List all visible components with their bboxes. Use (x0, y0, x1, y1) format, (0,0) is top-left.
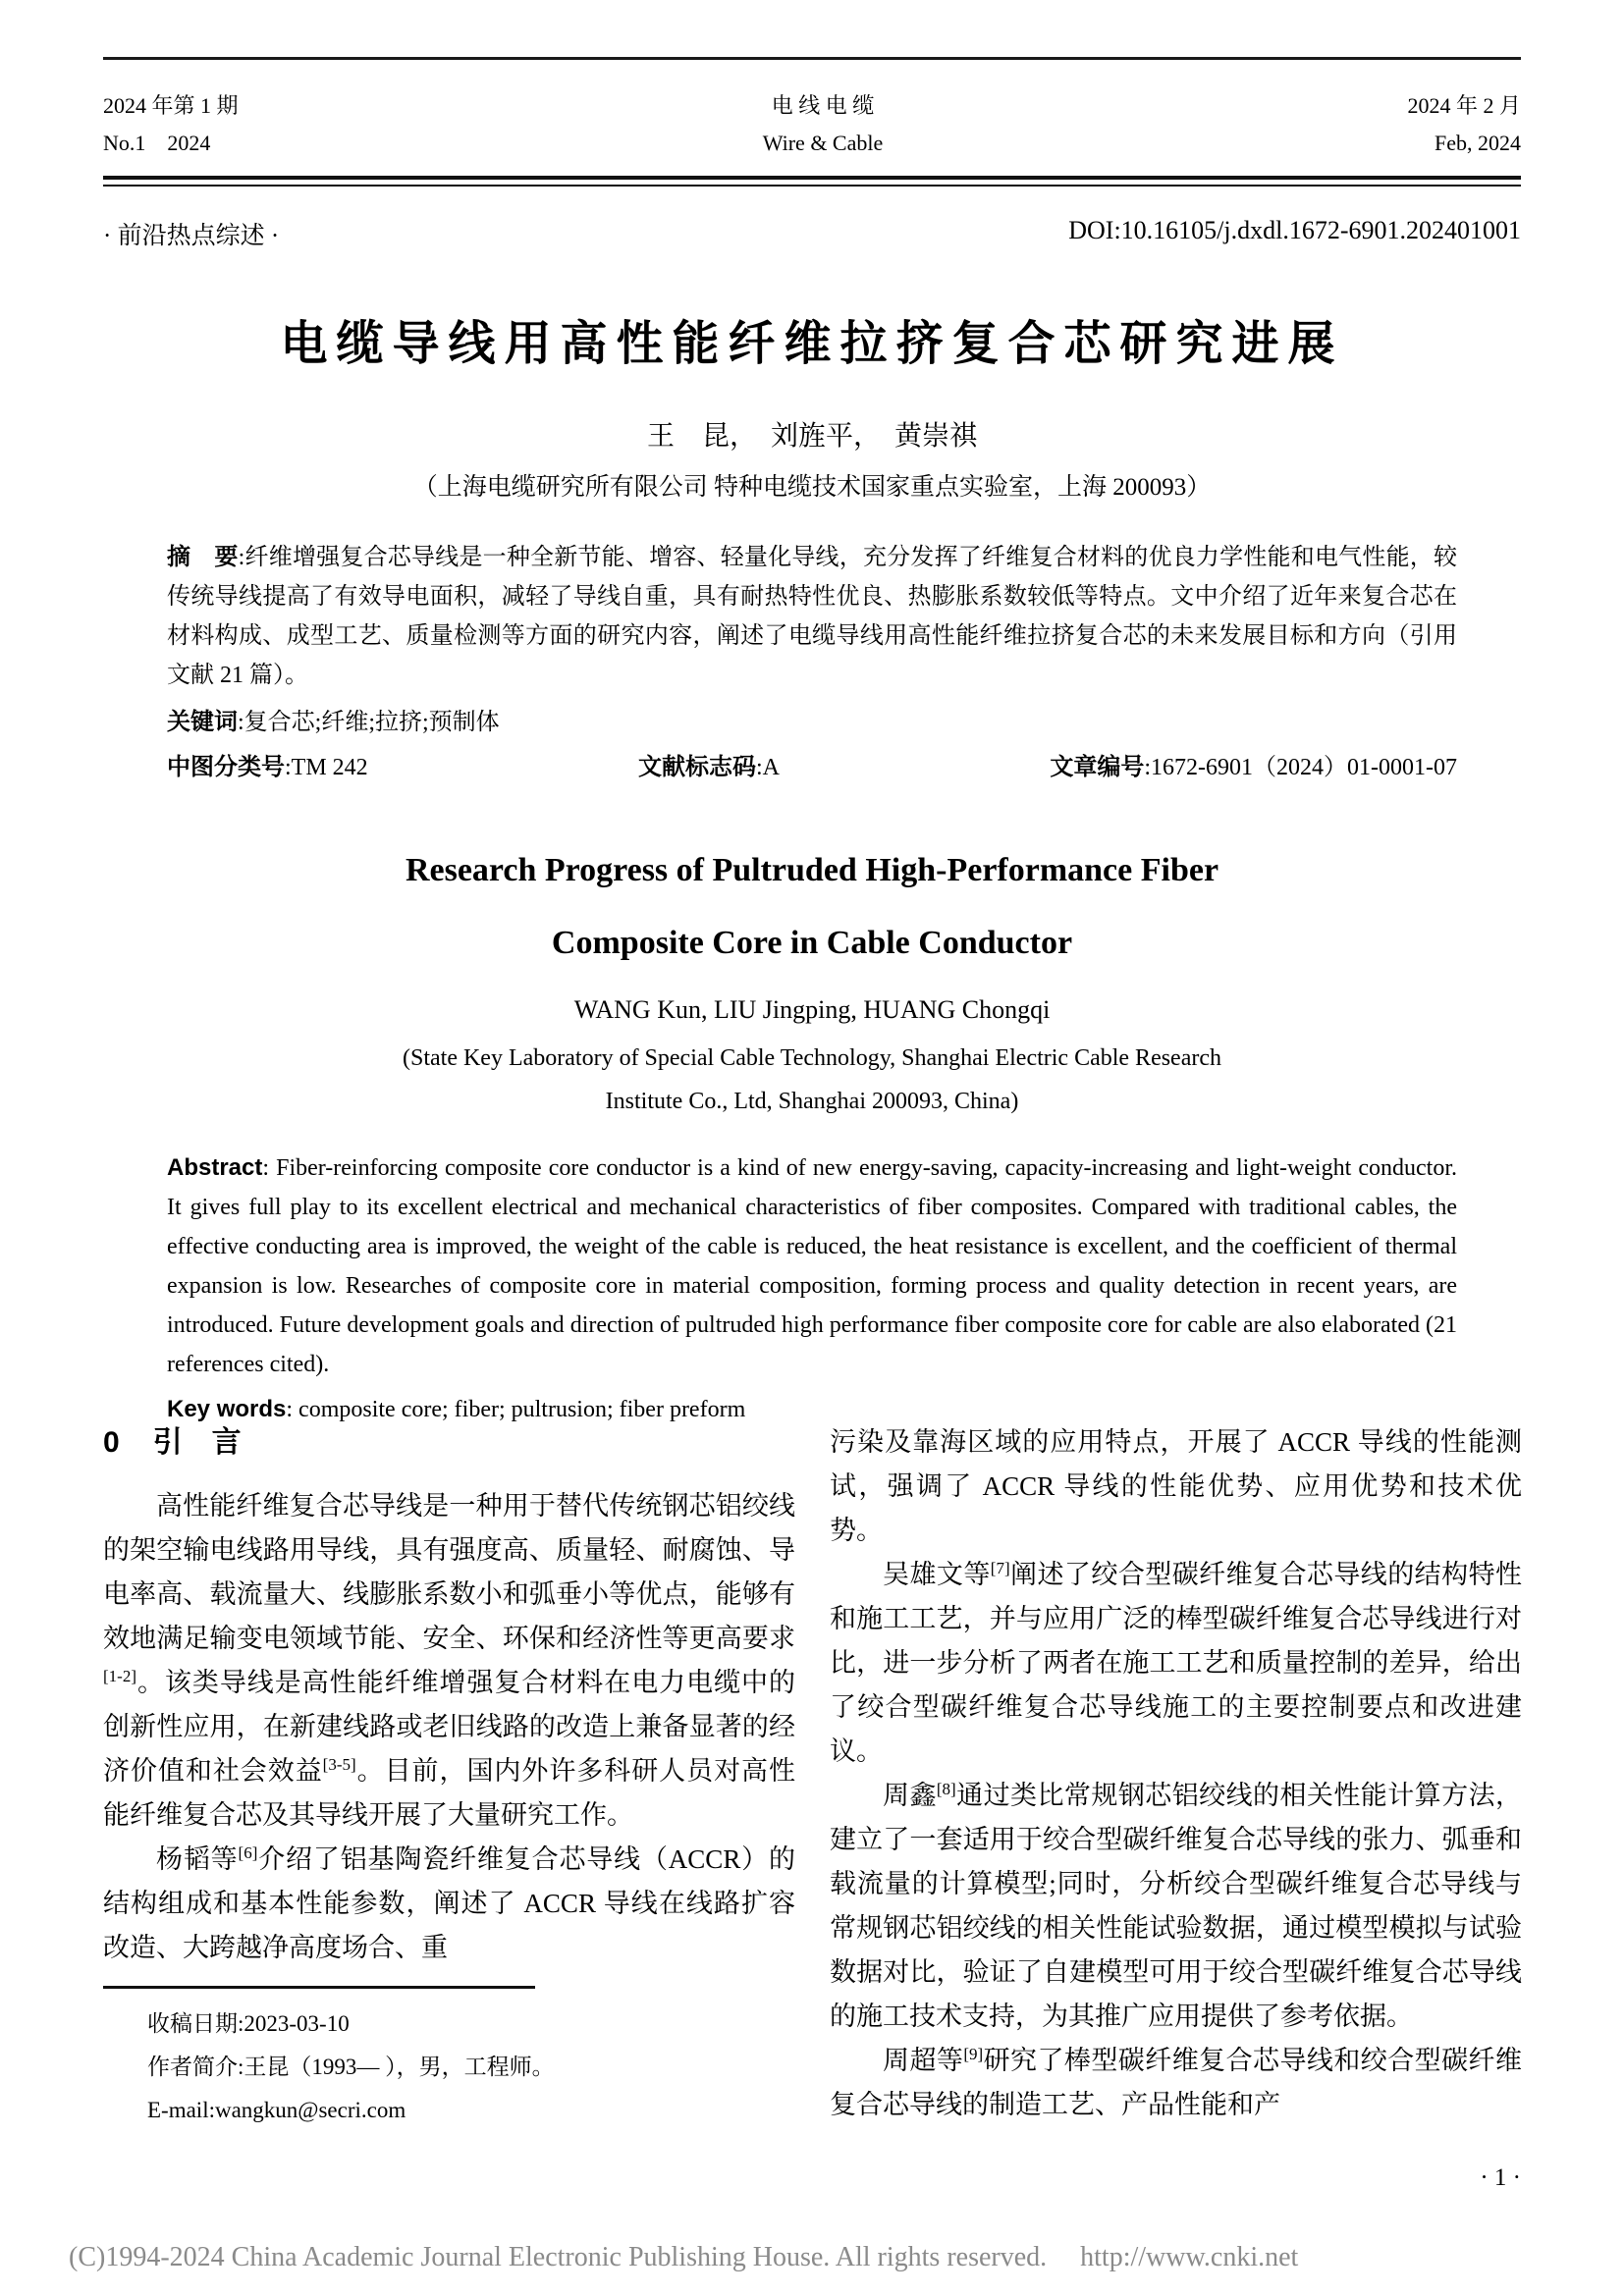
keywords-cn (167, 701, 1457, 744)
body-column-left (103, 1420, 795, 2132)
body-column-right (830, 1420, 1522, 2127)
article-no-label: 文章编号 (1050, 754, 1145, 780)
journal-title-cn: 电 线 电 缆 (771, 93, 875, 118)
clc-label: 中图分类号 (167, 754, 285, 780)
page-number: · 1 · (1480, 2164, 1521, 2191)
paragraph: 周鑫[8]通过类比常规钢芯铝绞线的相关性能计算方法，建立了一套适用于绞合型碳纤维复合芯导线的张力、弧垂和载流量的计算模型;同时，分析绞合型碳纤维复合芯导线与常规钢芯铝绞线的相关性能试验数据，通过模型模拟与试验数据对比，验证了自建模型可用于绞合型碳纤维复合芯导线的施工技术支持，为其推广应用提供了参考依据。 (830, 1780, 1523, 2031)
authors-en: WANG Kun, LIU Jingping, HUANG Chongqi (573, 995, 1051, 1024)
title-en-line1: Research Progress of Pultruded High-Performance Fiber (405, 852, 1219, 888)
paragraph: 杨韬等[6]介绍了铝基陶瓷纤维复合芯导线（ACCR）的结构组成和基本性能参数，阐述了 ACCR 导线在线路扩容改造、大跨越净高度场合、重 (103, 1843, 796, 1962)
paragraph: 吴雄文等[7]阐述了绞合型碳纤维复合芯导线的结构特性和施工工艺，并与应用广泛的棒型碳纤维复合芯导线进行对比，进一步分析了两者在施工工艺和质量控制的差异，给出了绞合型碳纤维复合芯导线施工的主要控制要点和改进建议。 (830, 1559, 1523, 1766)
classification-row (167, 746, 1457, 789)
paragraph: 高性能纤维复合芯导线是一种用于替代传统钢芯铝绞线的架空输电线路用导线，具有强度高、质量轻、耐腐蚀、导电率高、载流量大、线膨胀系数小和弧垂小等优点，能够有效地满足输变电领域节能、安全、环保和经济性等更高要求[1-2]。该类导线是高性能纤维增强复合材料在电力电缆中的创新性应用，在新建线路或老旧线路的改造上兼备显著的经济价值和社会效益[3-5]。目前，国内外许多科研人员对高性能纤维复合芯及其导线开展了大量研究工作。 (103, 1491, 795, 1830)
column-label: · 前沿热点综述 · (103, 223, 280, 249)
paragraph: 污染及靠海区域的应用特点，开展了 ACCR 导线的性能测试，强调了 ACCR 导线的性能优势、应用优势和技术优势。 (830, 1427, 1522, 1545)
header-journal (763, 87, 884, 162)
copyright-line (41, 2211, 1298, 2296)
date-cn: 2024 年 2 月 (1407, 93, 1521, 118)
footnote (103, 1986, 795, 2132)
journal-title-en: Wire & Cable (762, 131, 884, 155)
section-title: 引 言 (152, 1426, 242, 1459)
keywords-text-en: : composite core; fiber; pultrusion; fiber preform (286, 1397, 746, 1422)
section-number: 0 (103, 1426, 120, 1459)
document-code (638, 746, 780, 789)
keywords-label-en: Key words (167, 1396, 287, 1422)
clc-value: :TM 242 (285, 755, 368, 780)
keywords-label-cn: 关键词 (167, 709, 238, 735)
issue-en: No.1 2024 (103, 131, 211, 155)
issue-cn: 2024 年第 1 期 (103, 93, 239, 118)
date-en: Feb, 2024 (1434, 131, 1521, 155)
article-number (1050, 746, 1457, 789)
doc-code-label: 文献标志码 (638, 754, 756, 780)
title-en-line2: Composite Core in Cable Conductor (551, 925, 1073, 961)
footnote-rule (103, 1986, 535, 1989)
keywords-text-cn: :复合芯;纤维;拉挤;预制体 (238, 710, 500, 735)
abstract-en (167, 1148, 1457, 1384)
abstract-text-en: : Fiber-reinforcing composite core conductor is a kind of new energy-saving, capacity-increasing and light-weight conductor. It gives full play to its excellent electrical and mechanical characteristics of fiber composites. Compared with traditional cables, the effective conducting area is improved, the weight of the cable is reduced, the heat resistance is excellent, and the coefficient of thermal expansion is low. Researches of composite core in material composition, forming process and quality detection in recent years, are introduced. Future development goals and direction of pultruded high performance fiber composite core for cable are also elaborated (21 references cited). (167, 1155, 1457, 1377)
copyright-text: (C)1994-2024 China Academic Journal Electronic Publishing House. All rights reserved. (69, 2242, 1048, 2272)
article-title-en (103, 834, 1521, 980)
affiliation-en (0, 1037, 1624, 1123)
footnote-author-bio: 作者简介:王昆（1993— ），男，工程师。 (147, 2055, 555, 2079)
authors-cn: 王 昆， 刘旌平， 黄崇祺 (646, 421, 977, 452)
clc-number (167, 746, 368, 789)
header-issue (103, 87, 239, 162)
meta-row (103, 216, 1521, 251)
article-title-cn: 电缆导线用高性能纤维拉挤复合芯研究进展 (280, 318, 1344, 370)
affiliation-en-line1: (State Key Laboratory of Special Cable Technology, Shanghai Electric Cable Research (402, 1045, 1222, 1071)
affiliation-en-line2: Institute Co., Ltd, Shanghai 200093, China) (605, 1089, 1019, 1114)
footnote-received-date: 收稿日期:2023-03-10 (147, 2011, 350, 2036)
doi: DOI:10.16105/j.dxdl.1672-6901.202401001 (1068, 216, 1521, 244)
section-heading (103, 1420, 795, 1465)
abstract-text-cn: :纤维增强复合芯导线是一种全新节能、增容、轻量化导线，充分发挥了纤维复合材料的优良力学性能和电气性能，较传统导线提高了有效导电面积，减轻了导线自重，具有耐热特性优良、热膨胀系数较低等特点。文中介绍了近年来复合芯在材料构成、成型工艺、质量检测等方面的研究内容，阐述了电缆导线用高性能纤维拉挤复合芯的未来发展目标和方向（引用文献 21 篇）。 (167, 545, 1458, 688)
footnote-email: E-mail:wangkun@secri.com (147, 2098, 406, 2122)
affiliation-cn: （上海电缆研究所有限公司 特种电缆技术国家重点实验室，上海 200093） (412, 474, 1212, 501)
cnki-url: http://www.cnki.net (1080, 2242, 1299, 2272)
abstract-label-cn: 摘 要 (167, 544, 239, 570)
abstract-cn (167, 538, 1457, 695)
abstract-label-en: Abstract (167, 1154, 263, 1181)
paragraph: 周超等[9]研究了棒型碳纤维复合芯导线和绞合型碳纤维复合芯导线的制造工艺、产品性能和产 (830, 2045, 1523, 2119)
journal-header (103, 57, 1521, 162)
article-no-value: :1672-6901（2024）01-0001-07 (1144, 755, 1457, 780)
header-double-rule (103, 176, 1521, 187)
doc-code-value: :A (756, 755, 780, 780)
header-date (1407, 87, 1521, 162)
